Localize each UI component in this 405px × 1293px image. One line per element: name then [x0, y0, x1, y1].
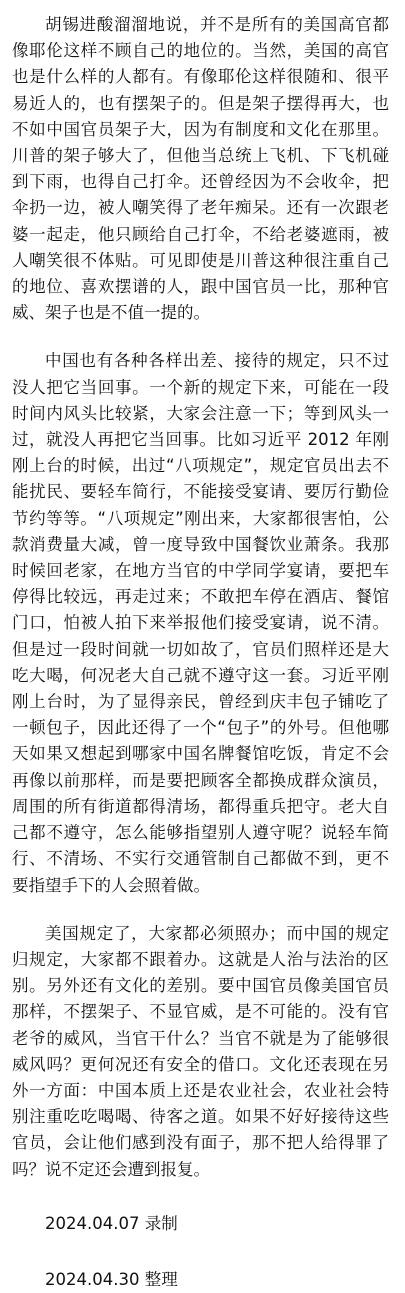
edited-date: 2024.04.30 整理 [45, 1269, 178, 1289]
paragraph-2: 中国也有各种各样出差、接待的规定，只不过没人把它当回事。一个新的规定下来，可能在一段时间内风头比较紧，大家会注意一下；等到风头一过，就没人再把它当回事。比如习近平 2012 年刚刚上台的时候，出过“八项规定”，规定官员出去不能扰民、要轻车简行，不能接受宴请、要厉行勤俭节约等等。“八项规定”刚出来，大家都很害怕，公款消费量大减，曾一度导致中国餐饮业萧条。我那时候回老家，在地方当官的中学同学宴请，要把车停得比较远，再走过来；不敢把车停在酒店、餐馆门口，怕被人拍下来举报他们接受宴请，说不清。但是过一段时间就一切如故了，官员们照样还是大吃大喝，何况老大自己就不遵守这一套。习近平刚刚上台时，为了显得亲民，曾经到庆丰包子铺吃了一顿包子，因此还得了一个“包子”的外号。但他哪天如果又想起到哪家中国名牌餐馆吃饭，肯定不会再像以前那样，而是要把顾客全都换成群众演员，周围的所有街道都得清场，都得重兵把守。老大自己都不遵守，怎么能够指望别人遵守呢？说轻车简行、不清场、不实行交通管制自己都做不到，更不要指望手下的人会照着做。 [12, 351, 389, 895]
recorded-date: 2024.04.07 录制 [45, 1213, 178, 1233]
paragraph-3: 美国规定了，大家都必须照办；而中国的规定归规定，大家都不跟着办。这就是人治与法治的区别。另外还有文化的差别。要中国官员像美国官员那样，不摆架子、不显官威，是不可能的。没有官老爷的威风，当官干什么？当官不就是为了能够很威风吗？更何况还有安全的借口。文化还表现在另外一方面：中国本质上还是农业社会，农业社会特别注重吃吃喝喝、待客之道。如果不好好接待这些官员，会让他们感到没有面子，那不把人给得罪了吗？说不定还会遭到报复。 [12, 923, 389, 1179]
paragraph-1: 胡锡进酸溜溜地说，并不是所有的美国高官都像耶伦这样不顾自己的地位的。当然，美国的高官也是什么样的人都有。有像耶伦这样很随和、很平易近人的，也有摆架子的。但是架子摆得再大，也不如中国官员架子大，因为有制度和文化在那里。川普的架子够大了，但他当总统上飞机、下飞机碰到下雨，也得自己打伞。还曾经因为不会收伞，把伞扔一边，被人嘲笑得了老年痴呆。还有一次跟老婆一起走，他只顾给自己打伞，不给老婆遮雨，被人嘲笑很不体贴。可见即使是川普这种很注重自己的地位、喜欢摆谱的人，跟中国官员一比，那种官威、架子也是不值一提的。 [12, 15, 389, 323]
